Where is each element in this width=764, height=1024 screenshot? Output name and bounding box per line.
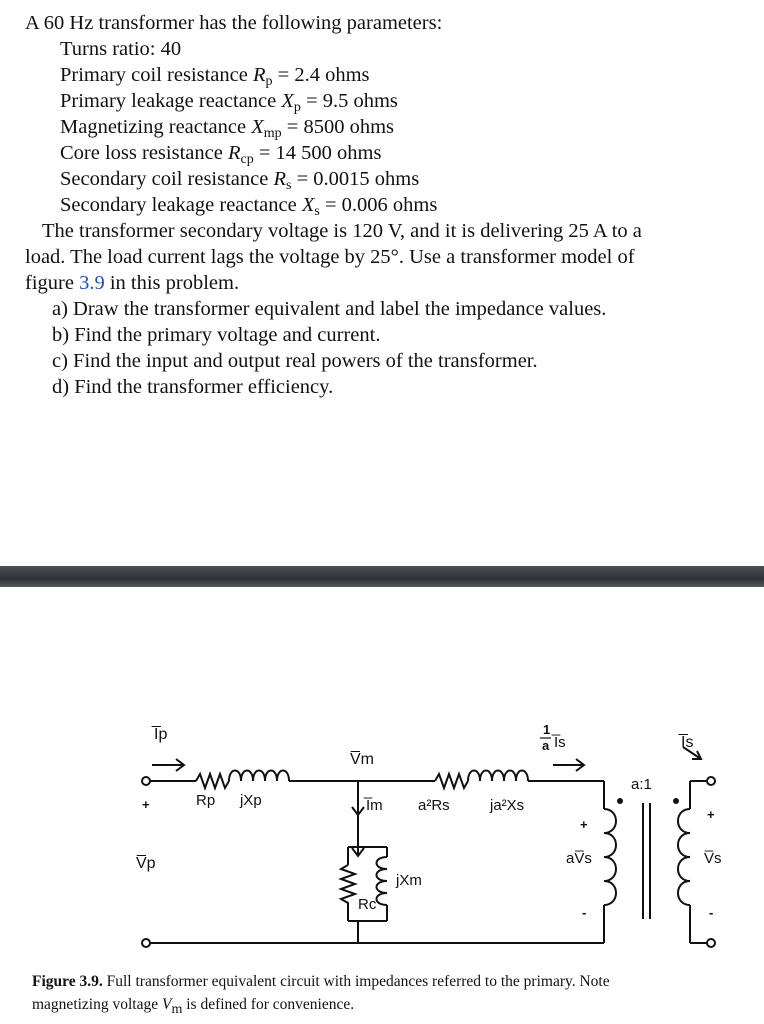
a2rs-label: a²Rs <box>418 797 450 814</box>
param-primary-reactance: Primary leakage reactance $X_p = 9.5$ ohms <box>60 90 398 115</box>
figure-caption <box>32 970 764 1016</box>
secondary-bottom-terminal <box>707 939 715 947</box>
problem-body-line-3: figure 3.9 in this problem. <box>25 272 240 294</box>
primary-top-terminal <box>142 777 150 785</box>
param-core-loss-resistance: Core loss resistance $R_{cp} = 14$ 500 ohms <box>60 142 382 167</box>
is-over-a-current-label: I̅s <box>554 734 566 751</box>
primary-polarity-dot <box>617 798 623 804</box>
param-secondary-resistance: Secondary coil resistance $R_s = 0.0015$ ohms <box>60 168 420 193</box>
is-over-a-numerator: 1 <box>543 722 551 737</box>
rc-resistor <box>341 865 355 911</box>
param-secondary-reactance: Secondary leakage reactance $X_s = 0.006$ ohms <box>60 194 438 219</box>
vm-label: V̅m <box>350 751 374 768</box>
a2rs-resistor <box>435 774 468 788</box>
vp-plus: + <box>142 797 150 812</box>
a2xs-inductor <box>468 771 528 782</box>
xm-inductor <box>377 857 388 905</box>
question-c: c) Find the input and output real powers of the transformer. <box>52 350 538 372</box>
param-primary-resistance: Primary coil resistance $R_p = 2.4$ ohms <box>60 64 370 89</box>
is-label: I̅s <box>681 734 694 751</box>
turns-ratio-label: a:1 <box>631 776 652 793</box>
avs-minus: - <box>582 905 587 920</box>
im-label: I̅m <box>366 797 383 814</box>
question-a: a) Draw the transformer equivalent and label the impedance values. <box>52 298 607 320</box>
question-d: d) Find the transformer efficiency. <box>52 376 334 398</box>
rp-resistor <box>196 774 229 788</box>
jxm-label: jXm <box>396 872 422 889</box>
param-magnetizing-reactance: Magnetizing reactance $X_{mp} = 8500$ ohms <box>60 116 395 141</box>
problem-body-line-1: The transformer secondary voltage is 120 V, and it is delivering 25 A to a <box>42 220 642 242</box>
rc-label: Rc <box>358 896 377 913</box>
secondary-winding <box>678 809 690 905</box>
problem-body-line-2: load. The load current lags the voltage by 25°. Use a transformer model of <box>25 246 635 268</box>
xp-inductor <box>229 771 289 782</box>
caption-line-2: magnetizing voltage $V_m$ is defined for convenience. <box>32 996 355 1016</box>
is-over-a-denominator: a <box>542 738 550 753</box>
vs-plus: + <box>707 807 715 822</box>
vs-label: V̅s <box>704 850 722 867</box>
rp-label: Rp <box>196 792 216 809</box>
secondary-polarity-dot <box>673 798 679 804</box>
secondary-top-terminal <box>707 777 715 785</box>
vp-label: V̅p <box>136 855 156 872</box>
avs-label: aV̅s <box>566 850 592 867</box>
vs-minus: - <box>709 905 714 920</box>
avs-plus: + <box>580 817 588 832</box>
ja2xs-label: ja²Xs <box>490 797 525 814</box>
jxp-label: jXp <box>240 792 262 809</box>
ip-label: I̅p <box>154 726 168 743</box>
circuit-diagram <box>0 587 764 1024</box>
param-turns-ratio: Turns ratio: 40 <box>60 38 182 60</box>
figure-area <box>0 587 764 1024</box>
problem-intro: A 60 Hz transformer has the following parameters: <box>25 12 443 34</box>
primary-bottom-terminal <box>142 939 150 947</box>
page-divider <box>0 566 764 587</box>
caption-figure-number: Figure 3.9. <box>32 973 103 990</box>
figure-reference-link[interactable]: 3.9 <box>79 272 105 294</box>
caption-line-1: Figure 3.9. Full transformer equivalent circuit with impedances referred to the primary. Note <box>32 973 610 990</box>
question-b: b) Find the primary voltage and current. <box>52 324 381 346</box>
primary-winding <box>604 809 616 905</box>
